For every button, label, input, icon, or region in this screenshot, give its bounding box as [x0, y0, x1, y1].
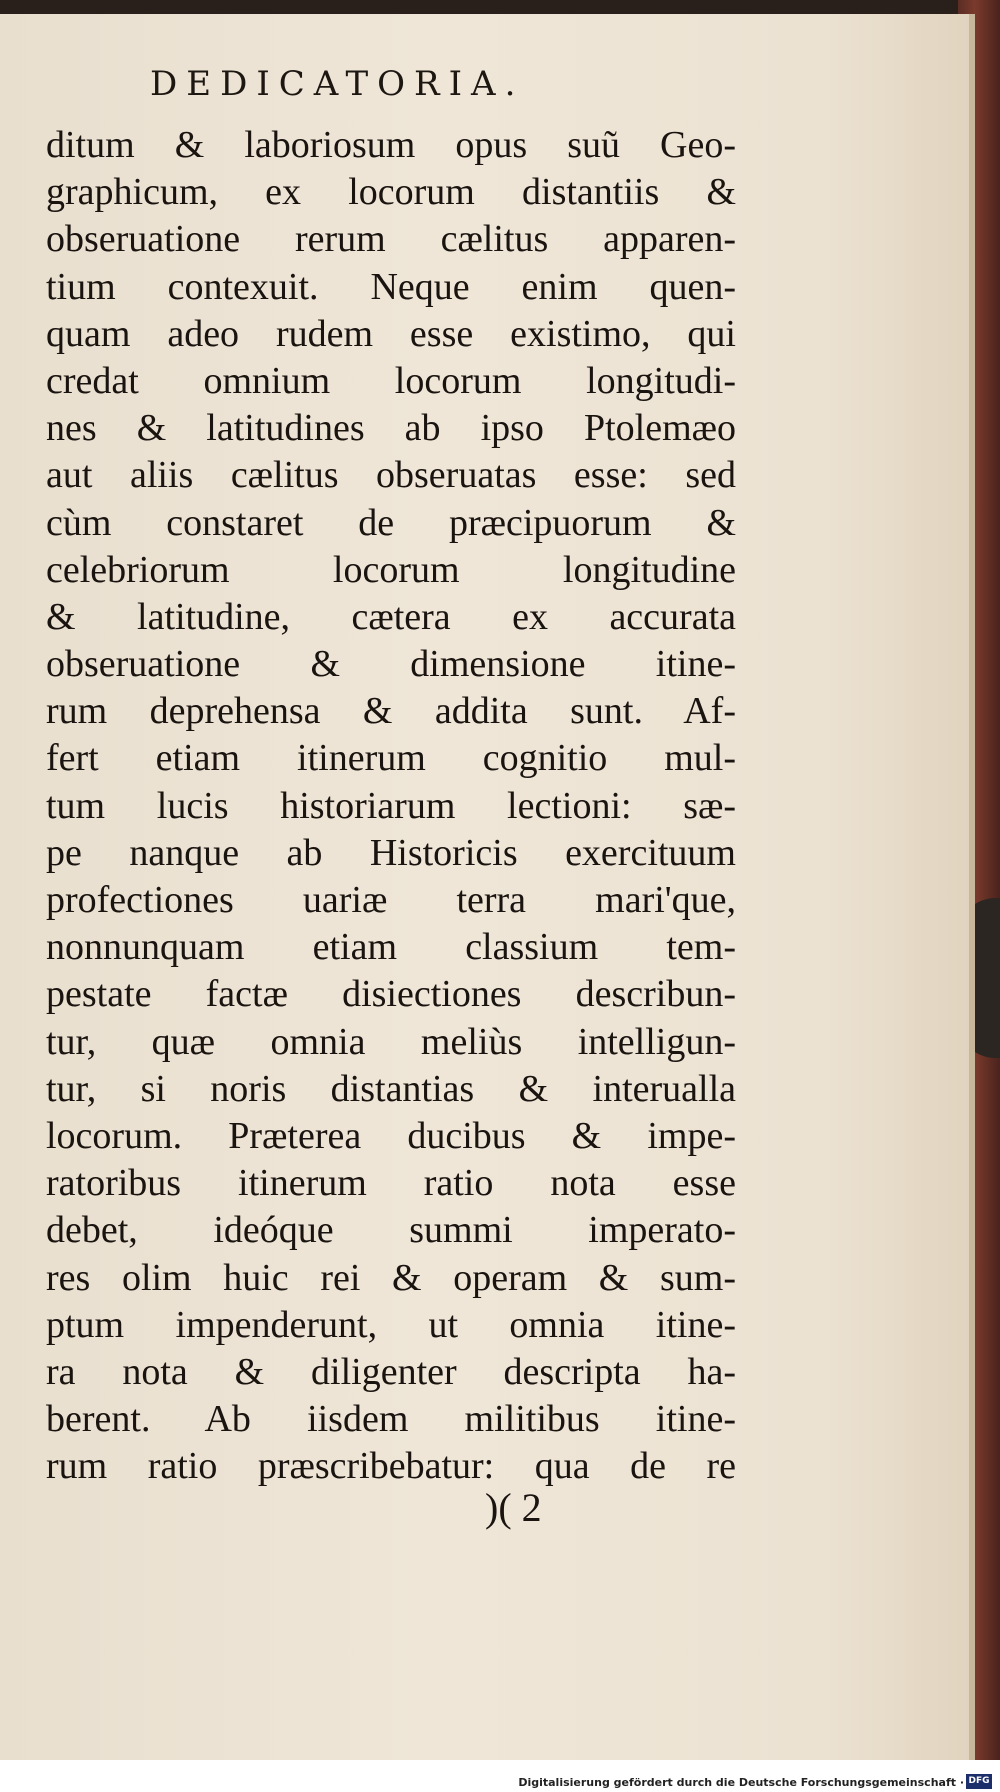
text-line: profectiones uariæ terra mari'que, — [46, 879, 736, 921]
text-line: rum ratio præscribebatur: qua de re — [46, 1445, 736, 1488]
book-page — [0, 14, 975, 1760]
text-line: obseruatione & dimensione itine- — [46, 643, 736, 686]
text-line: ratoribus itinerum ratio nota esse — [46, 1162, 736, 1205]
text-line: pe nanque ab Historicis exercituum — [46, 831, 736, 874]
text-line: res olim huic rei & operam & sum- — [46, 1256, 736, 1299]
signature-mark: )( 2 — [485, 1485, 542, 1530]
body-text — [46, 122, 736, 1490]
text-line: celebriorum locorum longitudine — [46, 548, 736, 591]
text-line: nes & latitudines ab ipso Ptolemæo — [46, 407, 736, 450]
text-line: ptum impenderunt, ut omnia itine- — [46, 1303, 736, 1346]
text-line: & latitudine, cætera ex accurata — [46, 595, 736, 638]
text-line: locorum. Præterea ducibus & impe- — [46, 1114, 736, 1157]
text-line: quam adeo rudem esse existimo, qui — [46, 312, 736, 355]
text-line: berent. Ab iisdem militibus itine- — [46, 1398, 736, 1441]
text-line: tum lucis historiarum lectioni: sæ- — [46, 784, 736, 827]
text-line: tur, si noris distantias & interualla — [46, 1067, 736, 1110]
text-line: credat omnium locorum longitudi- — [46, 359, 736, 402]
running-head: DEDICATORIA. — [150, 64, 525, 104]
text-line: tur, quæ omnia meliùs intelligun- — [46, 1020, 736, 1063]
digitization-credit: Digitalisierung gefördert durch die Deutsche Forschungsgemeinschaft · — [518, 1776, 964, 1789]
text-line: debet, ideóque summi imperato- — [46, 1209, 736, 1252]
text-line: pestate factæ disiectiones describun- — [46, 973, 736, 1016]
text-line: tium contexuit. Neque enim quen- — [46, 265, 736, 308]
text-line: nonnunquam etiam classium tem- — [46, 926, 736, 969]
text-line: aut aliis cælitus obseruatas esse: sed — [46, 454, 736, 497]
text-line: cùm constaret de præcipuorum & — [46, 501, 736, 544]
text-line: obseruatione rerum cælitus apparen- — [46, 218, 736, 261]
text-line: graphicum, ex locorum distantiis & — [46, 171, 736, 214]
text-line: fert etiam itinerum cognitio mul- — [46, 737, 736, 780]
dfg-logo-icon: DFG — [966, 1774, 992, 1789]
text-line: ditum & laboriosum opus suũ Geo- — [46, 124, 736, 166]
text-line: ra nota & diligenter descripta ha- — [46, 1350, 736, 1393]
text-line: rum deprehensa & addita sunt. Af- — [46, 690, 736, 733]
